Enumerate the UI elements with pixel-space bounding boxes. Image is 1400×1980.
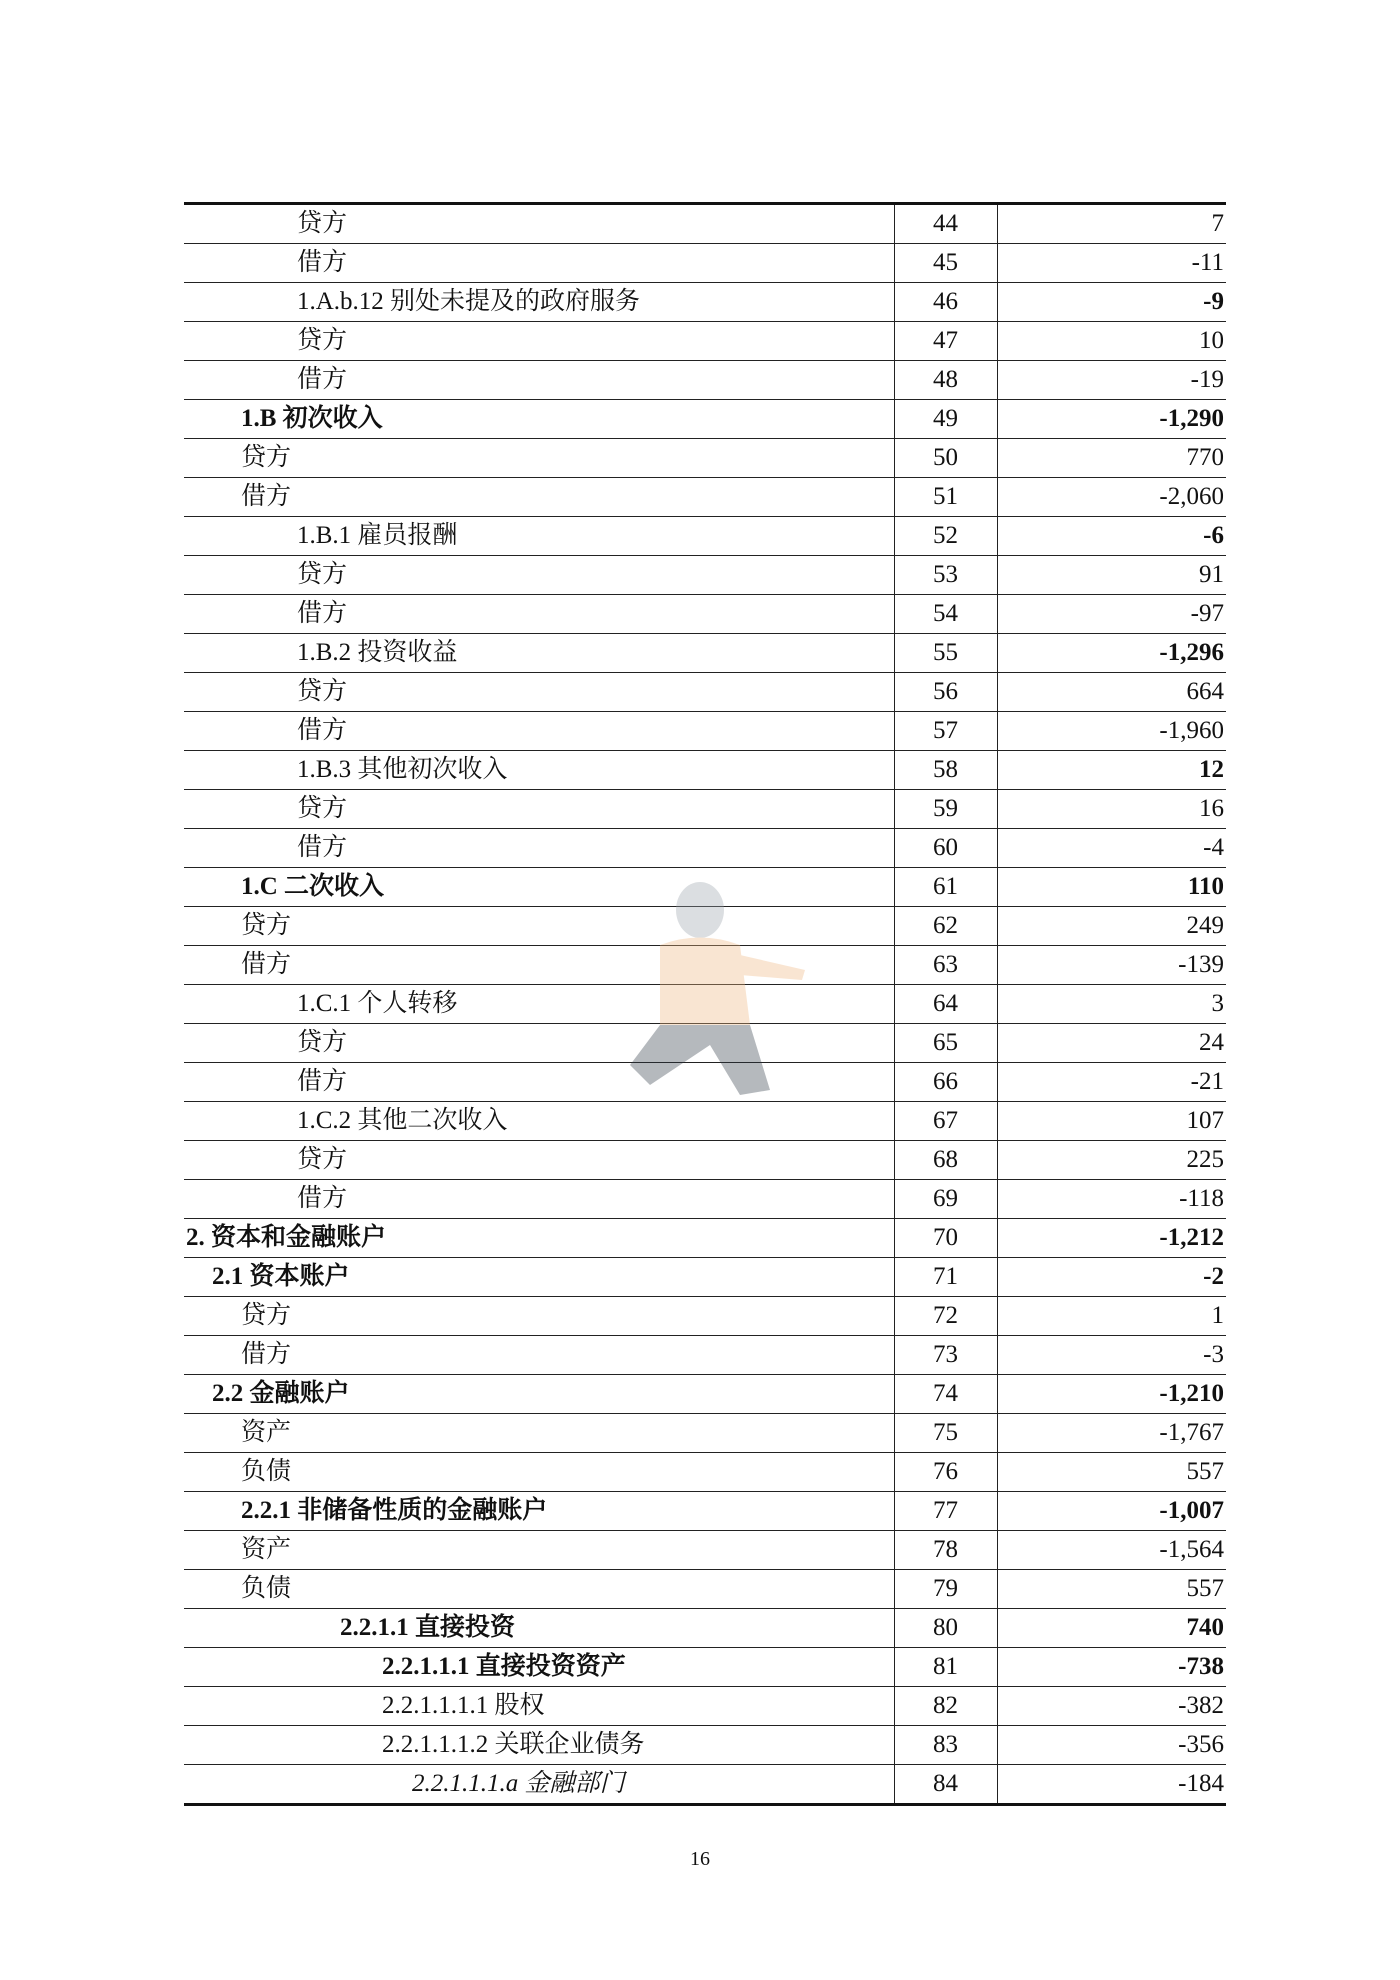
table-row bbox=[184, 1102, 1226, 1141]
row-label: 贷方 bbox=[184, 1024, 894, 1063]
row-number: 83 bbox=[894, 1726, 997, 1765]
table-row bbox=[184, 1726, 1226, 1765]
row-number: 47 bbox=[894, 322, 997, 361]
row-number: 84 bbox=[894, 1765, 997, 1805]
row-value: -1,007 bbox=[997, 1492, 1226, 1531]
row-label: 贷方 bbox=[184, 1141, 894, 1180]
row-value: -9 bbox=[997, 283, 1226, 322]
row-label: 贷方 bbox=[184, 790, 894, 829]
table-row bbox=[184, 1414, 1226, 1453]
table-row bbox=[184, 1336, 1226, 1375]
table-row bbox=[184, 478, 1226, 517]
row-number: 74 bbox=[894, 1375, 997, 1414]
row-number: 46 bbox=[894, 283, 997, 322]
table-row bbox=[184, 204, 1226, 244]
table-row bbox=[184, 517, 1226, 556]
row-value: 107 bbox=[997, 1102, 1226, 1141]
row-label: 1.C 二次收入 bbox=[184, 868, 894, 907]
row-label: 1.B.1 雇员报酬 bbox=[184, 517, 894, 556]
row-value: -2 bbox=[997, 1258, 1226, 1297]
row-value: -4 bbox=[997, 829, 1226, 868]
row-value: 225 bbox=[997, 1141, 1226, 1180]
row-label: 贷方 bbox=[184, 907, 894, 946]
row-number: 82 bbox=[894, 1687, 997, 1726]
row-label: 2.2.1.1.1 直接投资资产 bbox=[184, 1648, 894, 1687]
row-number: 45 bbox=[894, 244, 997, 283]
row-value: -118 bbox=[997, 1180, 1226, 1219]
row-number: 54 bbox=[894, 595, 997, 634]
row-value: -21 bbox=[997, 1063, 1226, 1102]
table-row bbox=[184, 790, 1226, 829]
row-number: 55 bbox=[894, 634, 997, 673]
row-number: 77 bbox=[894, 1492, 997, 1531]
row-label: 负债 bbox=[184, 1570, 894, 1609]
row-label: 负债 bbox=[184, 1453, 894, 1492]
row-value: 740 bbox=[997, 1609, 1226, 1648]
table-row bbox=[184, 1375, 1226, 1414]
row-value: -738 bbox=[997, 1648, 1226, 1687]
table-row bbox=[184, 1492, 1226, 1531]
row-label: 借方 bbox=[184, 829, 894, 868]
row-number: 67 bbox=[894, 1102, 997, 1141]
row-label: 借方 bbox=[184, 1180, 894, 1219]
row-value: 1 bbox=[997, 1297, 1226, 1336]
page-number: 16 bbox=[690, 1848, 710, 1870]
row-number: 63 bbox=[894, 946, 997, 985]
row-number: 48 bbox=[894, 361, 997, 400]
table-row bbox=[184, 1219, 1226, 1258]
row-label: 1.B.3 其他初次收入 bbox=[184, 751, 894, 790]
row-number: 73 bbox=[894, 1336, 997, 1375]
table-row bbox=[184, 556, 1226, 595]
row-label: 借方 bbox=[184, 946, 894, 985]
row-label: 1.B.2 投资收益 bbox=[184, 634, 894, 673]
row-number: 68 bbox=[894, 1141, 997, 1180]
row-value: -1,960 bbox=[997, 712, 1226, 751]
row-number: 71 bbox=[894, 1258, 997, 1297]
row-number: 52 bbox=[894, 517, 997, 556]
row-number: 69 bbox=[894, 1180, 997, 1219]
row-number: 80 bbox=[894, 1609, 997, 1648]
table-row bbox=[184, 712, 1226, 751]
row-value: -184 bbox=[997, 1765, 1226, 1805]
row-value: -97 bbox=[997, 595, 1226, 634]
row-number: 51 bbox=[894, 478, 997, 517]
row-value: -3 bbox=[997, 1336, 1226, 1375]
table-row bbox=[184, 361, 1226, 400]
row-value: -11 bbox=[997, 244, 1226, 283]
row-number: 78 bbox=[894, 1531, 997, 1570]
table-row bbox=[184, 1609, 1226, 1648]
row-number: 75 bbox=[894, 1414, 997, 1453]
table-row bbox=[184, 1297, 1226, 1336]
row-number: 59 bbox=[894, 790, 997, 829]
row-value: -1,296 bbox=[997, 634, 1226, 673]
row-value: 7 bbox=[997, 204, 1226, 244]
row-label: 借方 bbox=[184, 478, 894, 517]
table-row bbox=[184, 1258, 1226, 1297]
row-number: 66 bbox=[894, 1063, 997, 1102]
row-number: 72 bbox=[894, 1297, 997, 1336]
table-row bbox=[184, 1531, 1226, 1570]
row-value: 249 bbox=[997, 907, 1226, 946]
row-value: -139 bbox=[997, 946, 1226, 985]
table-row bbox=[184, 829, 1226, 868]
row-number: 49 bbox=[894, 400, 997, 439]
row-label: 借方 bbox=[184, 244, 894, 283]
table-row bbox=[184, 1180, 1226, 1219]
row-value: -356 bbox=[997, 1726, 1226, 1765]
table-row bbox=[184, 1687, 1226, 1726]
row-value: -1,564 bbox=[997, 1531, 1226, 1570]
row-value: 557 bbox=[997, 1453, 1226, 1492]
row-value: -1,210 bbox=[997, 1375, 1226, 1414]
row-label: 2.2.1.1 直接投资 bbox=[184, 1609, 894, 1648]
row-value: 10 bbox=[997, 322, 1226, 361]
row-label: 2.2.1.1.1.a 金融部门 bbox=[184, 1765, 894, 1805]
row-value: 24 bbox=[997, 1024, 1226, 1063]
row-number: 62 bbox=[894, 907, 997, 946]
row-label: 借方 bbox=[184, 1336, 894, 1375]
row-number: 64 bbox=[894, 985, 997, 1024]
table-row bbox=[184, 244, 1226, 283]
row-label: 贷方 bbox=[184, 322, 894, 361]
row-label: 2. 资本和金融账户 bbox=[184, 1219, 894, 1258]
row-number: 61 bbox=[894, 868, 997, 907]
row-label: 2.2 金融账户 bbox=[184, 1375, 894, 1414]
row-value: 16 bbox=[997, 790, 1226, 829]
row-number: 65 bbox=[894, 1024, 997, 1063]
row-number: 81 bbox=[894, 1648, 997, 1687]
row-label: 贷方 bbox=[184, 673, 894, 712]
row-label: 2.2.1 非储备性质的金融账户 bbox=[184, 1492, 894, 1531]
row-number: 58 bbox=[894, 751, 997, 790]
table-row bbox=[184, 322, 1226, 361]
table-row bbox=[184, 751, 1226, 790]
table-row bbox=[184, 673, 1226, 712]
table-row bbox=[184, 283, 1226, 322]
row-number: 57 bbox=[894, 712, 997, 751]
row-value: 557 bbox=[997, 1570, 1226, 1609]
row-label: 贷方 bbox=[184, 204, 894, 244]
row-number: 79 bbox=[894, 1570, 997, 1609]
row-value: -19 bbox=[997, 361, 1226, 400]
row-label: 贷方 bbox=[184, 1297, 894, 1336]
row-label: 贷方 bbox=[184, 439, 894, 478]
table-row bbox=[184, 595, 1226, 634]
row-value: -2,060 bbox=[997, 478, 1226, 517]
row-label: 1.C.1 个人转移 bbox=[184, 985, 894, 1024]
row-label: 1.C.2 其他二次收入 bbox=[184, 1102, 894, 1141]
row-label: 2.1 资本账户 bbox=[184, 1258, 894, 1297]
row-label: 资产 bbox=[184, 1414, 894, 1453]
row-label: 1.B 初次收入 bbox=[184, 400, 894, 439]
row-value: 770 bbox=[997, 439, 1226, 478]
row-number: 50 bbox=[894, 439, 997, 478]
row-number: 53 bbox=[894, 556, 997, 595]
table-row bbox=[184, 1648, 1226, 1687]
row-value: 12 bbox=[997, 751, 1226, 790]
table-row bbox=[184, 1570, 1226, 1609]
row-number: 56 bbox=[894, 673, 997, 712]
running-figure-watermark bbox=[590, 875, 820, 1105]
row-label: 借方 bbox=[184, 361, 894, 400]
row-label: 资产 bbox=[184, 1531, 894, 1570]
row-value: -1,767 bbox=[997, 1414, 1226, 1453]
row-label: 借方 bbox=[184, 712, 894, 751]
row-value: -1,212 bbox=[997, 1219, 1226, 1258]
row-label: 借方 bbox=[184, 595, 894, 634]
row-value: 664 bbox=[997, 673, 1226, 712]
row-number: 60 bbox=[894, 829, 997, 868]
row-value: 3 bbox=[997, 985, 1226, 1024]
row-number: 44 bbox=[894, 204, 997, 244]
row-value: -6 bbox=[997, 517, 1226, 556]
table-row bbox=[184, 1141, 1226, 1180]
row-label: 2.2.1.1.1.2 关联企业债务 bbox=[184, 1726, 894, 1765]
row-label: 2.2.1.1.1.1 股权 bbox=[184, 1687, 894, 1726]
row-value: 110 bbox=[997, 868, 1226, 907]
row-value: -1,290 bbox=[997, 400, 1226, 439]
row-value: 91 bbox=[997, 556, 1226, 595]
table-row bbox=[184, 400, 1226, 439]
row-label: 1.A.b.12 别处未提及的政府服务 bbox=[184, 283, 894, 322]
table-row bbox=[184, 634, 1226, 673]
table-row bbox=[184, 1765, 1226, 1805]
row-value: -382 bbox=[997, 1687, 1226, 1726]
table-row bbox=[184, 1453, 1226, 1492]
row-number: 76 bbox=[894, 1453, 997, 1492]
row-label: 借方 bbox=[184, 1063, 894, 1102]
row-label: 贷方 bbox=[184, 556, 894, 595]
table-row bbox=[184, 439, 1226, 478]
row-number: 70 bbox=[894, 1219, 997, 1258]
